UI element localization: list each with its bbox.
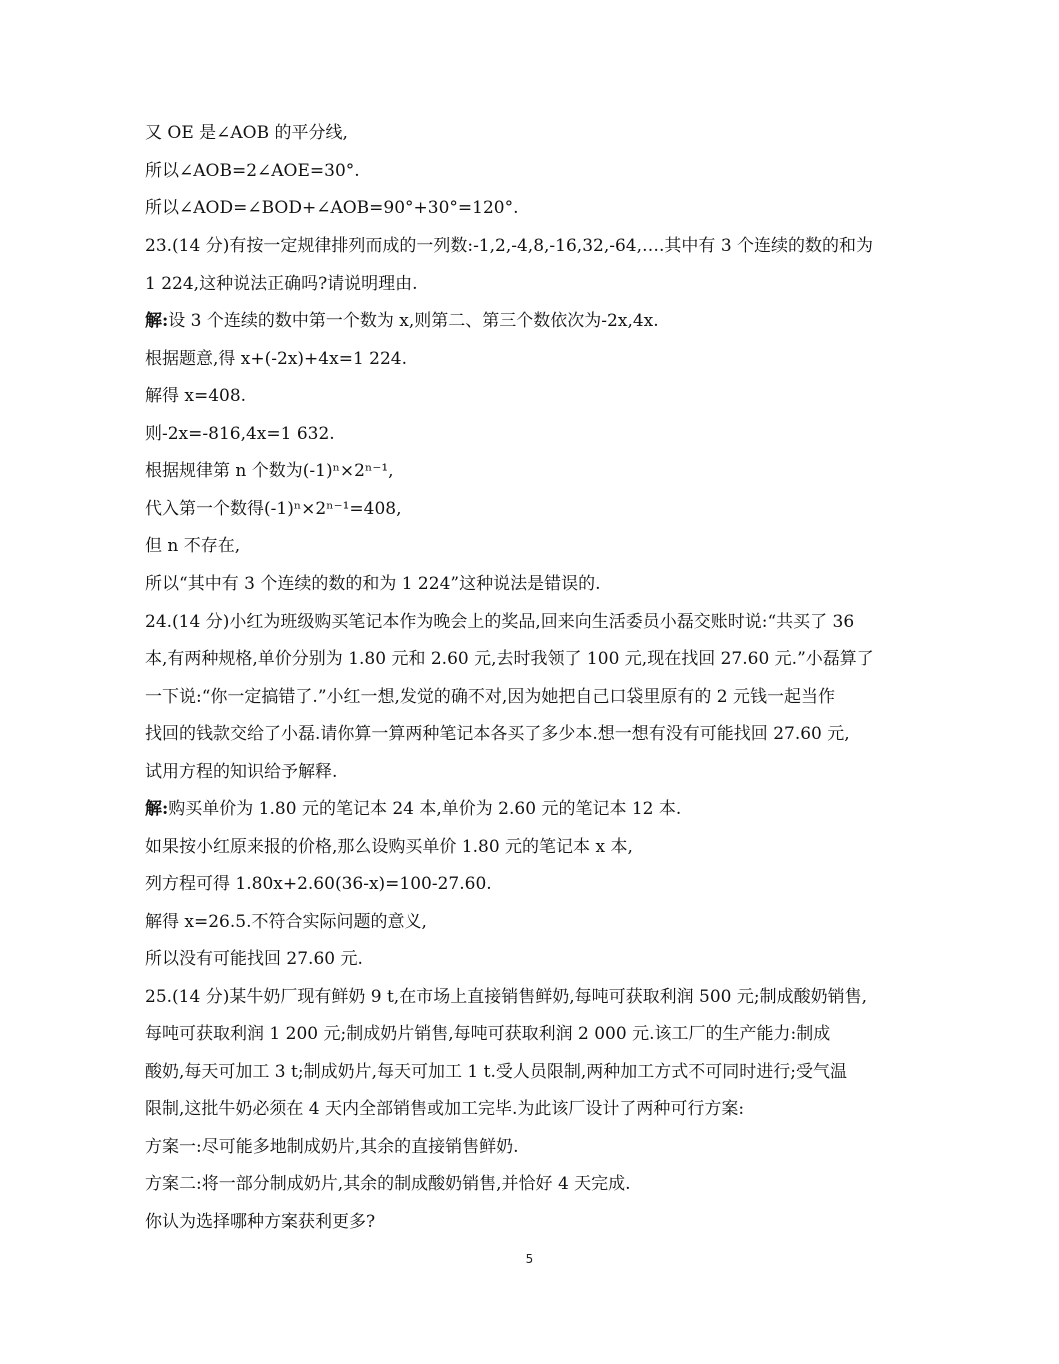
text-line: 所以∠AOD=∠BOD+∠AOB=90°+30°=120°. bbox=[145, 198, 519, 218]
solution-text: 设 3 个连续的数中第一个数为 x,则第二、第三个数依次为-2x,4x. bbox=[168, 311, 659, 331]
text-line: 方案二:将一部分制成奶片,其余的制成酸奶销售,并恰好 4 天完成. bbox=[145, 1174, 631, 1194]
problem-24-line-1: 24.(14 分)小红为班级购买笔记本作为晚会上的奖品,回来向生活委员小磊交账时说:“共买了 36 bbox=[145, 612, 855, 632]
page-number: 5 bbox=[525, 1252, 534, 1266]
text-line: 根据题意,得 x+(-2x)+4x=1 224. bbox=[145, 349, 408, 369]
solution-24-line bbox=[145, 797, 925, 821]
text-line: 根据规律第 n 个数为(-1)ⁿ×2ⁿ⁻¹, bbox=[145, 461, 394, 481]
text-line: 所以“其中有 3 个连续的数的和为 1 224”这种说法是错误的. bbox=[145, 574, 601, 594]
problem-25-line-3: 酸奶,每天可加工 3 t;制成奶片,每天可加工 1 t.受人员限制,两种加工方式不可同时进行;受气温 bbox=[145, 1062, 847, 1082]
problem-24-line-2: 本,有两种规格,单价分别为 1.80 元和 2.60 元,去时我领了 100 元,现在找回 27.60 元.”小磊算了 bbox=[145, 649, 874, 669]
text-line: 代入第一个数得(-1)ⁿ×2ⁿ⁻¹=408, bbox=[145, 499, 402, 519]
solution-23-line bbox=[145, 309, 925, 333]
solution-label: 解: bbox=[145, 311, 169, 331]
problem-25-line-4: 限制,这批牛奶必须在 4 天内全部销售或加工完毕.为此该厂设计了两种可行方案: bbox=[145, 1099, 745, 1119]
problem-23-line-2: 1 224,这种说法正确吗?请说明理由. bbox=[145, 274, 418, 294]
problem-25-line-1: 25.(14 分)某牛奶厂现有鲜奶 9 t,在市场上直接销售鲜奶,每吨可获取利润 500 元;制成酸奶销售, bbox=[145, 987, 867, 1007]
text-line: 列方程可得 1.80x+2.60(36-x)=100-27.60. bbox=[145, 874, 492, 894]
problem-24-line-4: 找回的钱款交给了小磊.请你算一算两种笔记本各买了多少本.想一想有没有可能找回 27.60 元, bbox=[145, 724, 850, 744]
text-line: 你认为选择哪种方案获利更多? bbox=[145, 1212, 376, 1232]
text-line: 则-2x=-816,4x=1 632. bbox=[145, 424, 335, 444]
text-line: 所以∠AOB=2∠AOE=30°. bbox=[145, 161, 360, 181]
solution-label: 解: bbox=[145, 799, 169, 819]
problem-23-line-1: 23.(14 分)有按一定规律排列而成的一列数:-1,2,-4,8,-16,32,-64,….其中有 3 个连续的数的和为 bbox=[145, 236, 874, 256]
text-line: 方案一:尽可能多地制成奶片,其余的直接销售鲜奶. bbox=[145, 1137, 519, 1157]
text-line: 又 OE 是∠AOB 的平分线, bbox=[145, 123, 348, 143]
text-line: 解得 x=26.5.不符合实际问题的意义, bbox=[145, 912, 427, 932]
solution-text: 购买单价为 1.80 元的笔记本 24 本,单价为 2.60 元的笔记本 12 本. bbox=[168, 799, 682, 819]
text-line: 但 n 不存在, bbox=[145, 536, 241, 556]
text-line: 所以没有可能找回 27.60 元. bbox=[145, 949, 363, 969]
text-line: 如果按小红原来报的价格,那么设购买单价 1.80 元的笔记本 x 本, bbox=[145, 837, 633, 857]
problem-24-line-5: 试用方程的知识给予解释. bbox=[145, 762, 338, 782]
problem-25-line-2: 每吨可获取利润 1 200 元;制成奶片销售,每吨可获取利润 2 000 元.该工厂的生产能力:制成 bbox=[145, 1024, 831, 1044]
problem-24-line-3: 一下说:“你一定搞错了.”小红一想,发觉的确不对,因为她把自己口袋里原有的 2 元钱一起当作 bbox=[145, 687, 835, 707]
text-line: 解得 x=408. bbox=[145, 386, 247, 406]
